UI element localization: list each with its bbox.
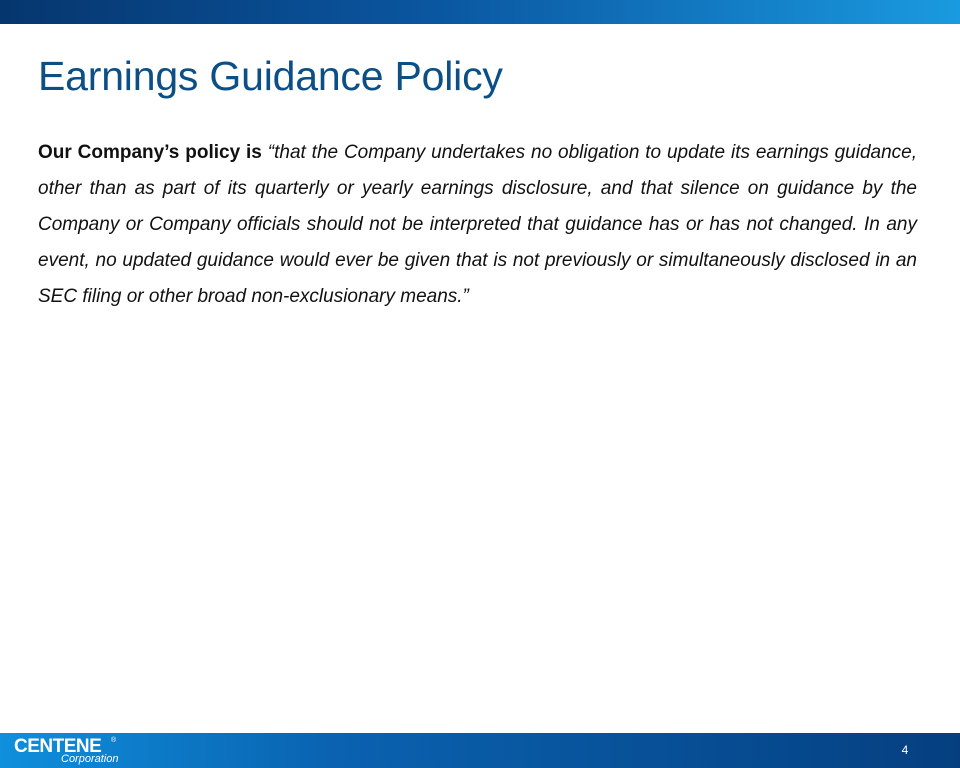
- logo-name: CENTENE: [14, 736, 102, 757]
- page-number: 4: [901, 743, 909, 757]
- top-header-bar: [0, 0, 960, 24]
- slide-title: Earnings Guidance Policy: [38, 53, 503, 99]
- logo-registered-mark: ®: [111, 737, 117, 744]
- footer-bar: [0, 733, 960, 768]
- policy-quote-text: “that the Company undertakes no obligation to update its earnings guidance, other than as part of its quarterly or yearly earnings disclosure, and that silence on guidance by the Company or Company officials should not be interpreted that guidance has or has not changed. In any event, no updated guidance would ever be given that is not previously or simultaneously disclosed in an SEC filing or other broad non-exclusionary means.”: [38, 142, 918, 307]
- policy-lead-text: Our Company’s policy is: [38, 142, 262, 163]
- logo-subtitle: Corporation: [61, 753, 119, 765]
- centene-logo: [14, 737, 134, 766]
- policy-statement: [38, 135, 917, 315]
